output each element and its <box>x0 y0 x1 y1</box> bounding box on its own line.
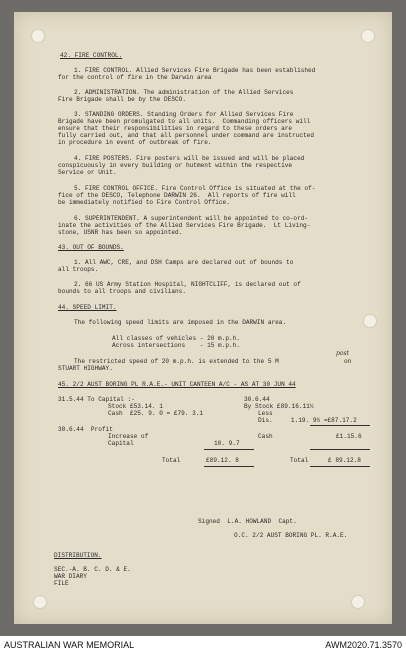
s43-p1-line: all troops. <box>58 266 99 273</box>
rule-line <box>204 449 254 450</box>
distribution-item: SEC.-A. B. C. D. & E. <box>54 566 131 573</box>
s42-p1-line: for the control of fire in the Darwin area <box>58 74 212 81</box>
rule-line <box>204 466 254 467</box>
officer-commanding: O.C. 2/2 AUST BORING PL. R.A.E. <box>234 532 348 539</box>
accession-number: AWM2020.71.3570 <box>325 640 402 650</box>
s42-p6-line: stone, USNR has been so appointed. <box>58 229 183 236</box>
account-line: 30.6.44 Profit <box>58 426 113 433</box>
s42-p5-line: be immediately notified to Fire Control Office. <box>58 199 230 206</box>
account-line: Stock £53.14. 1 <box>108 403 163 410</box>
s42-p4-line: conspicuously in every building or hutment within the respective <box>58 162 293 169</box>
s44-extension-road: STUART HIGHWAY. <box>58 365 113 372</box>
section-45-heading: 45. 2/2 AUST BORING PL R.A.E.- UNIT CANTEEN A/C - AS AT 30 JUN 44 <box>58 381 296 388</box>
archive-footer <box>0 636 406 653</box>
s43-p2-line: bounds to all troops and civilians. <box>58 288 186 295</box>
s42-p3-line: 3. STANDING ORDERS. Standing Orders for Allied Services Fire <box>74 111 294 118</box>
s42-p3-line: ensure that their responsibilities in regard to these orders are <box>58 125 293 132</box>
punch-hole <box>364 315 376 327</box>
s42-p5-line: fice of the DESCO, Telephone DARWIN 26. All reports of fire will <box>58 192 296 199</box>
s42-p4-line: Service or Unit. <box>58 169 117 176</box>
s42-p2-line: Fire Brigade shall be by the DESCO. <box>58 96 186 103</box>
rule-line <box>310 425 370 426</box>
account-line: Total <box>290 457 309 464</box>
s42-p5-line: 5. FIRE CONTROL OFFICE. Fire Control Office is situated at the of- <box>74 185 316 192</box>
rule-line <box>310 466 370 467</box>
account-line: Total <box>162 457 181 464</box>
account-line: 31.5.44 To Capital :- <box>58 396 135 403</box>
account-line: Less <box>258 410 273 417</box>
rule-line <box>310 449 370 450</box>
punch-hole <box>32 30 44 42</box>
section-44-heading: 44. SPEED LIMIT. <box>58 304 117 311</box>
account-line: Cash <box>258 433 273 440</box>
document-page <box>14 12 392 624</box>
section-43-heading: 43. OUT OF BOUNDS. <box>58 244 124 251</box>
section-42-heading: 42. FIRE CONTROL. <box>60 52 123 59</box>
s43-p2-line: 2. 66 US Army Station Hospital, NIGHTCLIFF, is declared out of <box>74 281 301 288</box>
account-line: Capital <box>108 440 134 447</box>
account-amount: £89.12. 8 <box>206 457 239 464</box>
s42-p2-line: 2. ADMINISTRATION. The administration of the Allied Services <box>74 89 294 96</box>
s42-p1-line: 1. FIRE CONTROL. Allied Services Fire Brigade has been established <box>74 67 316 74</box>
s44-extension-on: on <box>344 358 352 365</box>
distribution-heading: DISTRIBUTION. <box>54 552 102 559</box>
punch-hole <box>362 30 374 42</box>
s42-p6-line: inate the activities of the Allied Services Fire Brigade. Lt Living- <box>58 222 311 229</box>
s42-p4-line: 4. FIRE POSTERS. Fire posters will be issued and will be placed <box>74 155 305 162</box>
s44-rule: All classes of vehicles - 20 m.p.h. <box>112 335 240 342</box>
s43-p1-line: 1. All AWC, CRE, and DSH Camps are declared out of bounds to <box>74 259 294 266</box>
s42-p6-line: 6. SUPERINTENDENT. A superintendent will be appointed to co-ord- <box>74 215 309 222</box>
punch-hole <box>352 596 364 608</box>
account-line: By Stock £89.16.11½ <box>244 403 314 410</box>
s44-extension: The restricted speed of 20 m.p.h. is extended to the 5 M <box>74 358 279 365</box>
account-line: Cash £25. 9. 0 = £79. 3.1 <box>108 410 204 417</box>
s42-p3-line: fully carried out, and that all personnel under command are instructed <box>58 132 314 139</box>
account-amount: £ 89.12.8 <box>328 457 361 464</box>
s44-rule: Across intersections - 15 m.p.h. <box>112 342 240 349</box>
institution-label: AUSTRALIAN WAR MEMORIAL <box>4 640 135 650</box>
account-line: 30.6.44 <box>244 396 270 403</box>
punch-hole <box>34 596 46 608</box>
signature-line: Signed L.A. HOWLAND Capt. <box>198 518 297 525</box>
s42-p3-line: Brigade have been promulgated to all units. Commanding officers will <box>58 118 311 125</box>
s42-p3-line: in procedure in event of outbreak of fire. <box>58 139 212 146</box>
account-amount: £1.15.6 <box>336 433 362 440</box>
account-amount: 10. 9.7 <box>214 440 240 447</box>
account-line: Dis. 1.19. 9½ =£87.17.2 <box>258 417 357 424</box>
distribution-item: WAR DIARY <box>54 573 87 580</box>
distribution-item: FILE <box>54 580 69 587</box>
s44-intro: The following speed limits are imposed in the DARWIN area. <box>74 319 287 326</box>
handwritten-annotation: post <box>336 350 349 357</box>
account-line: Increase of <box>108 433 149 440</box>
